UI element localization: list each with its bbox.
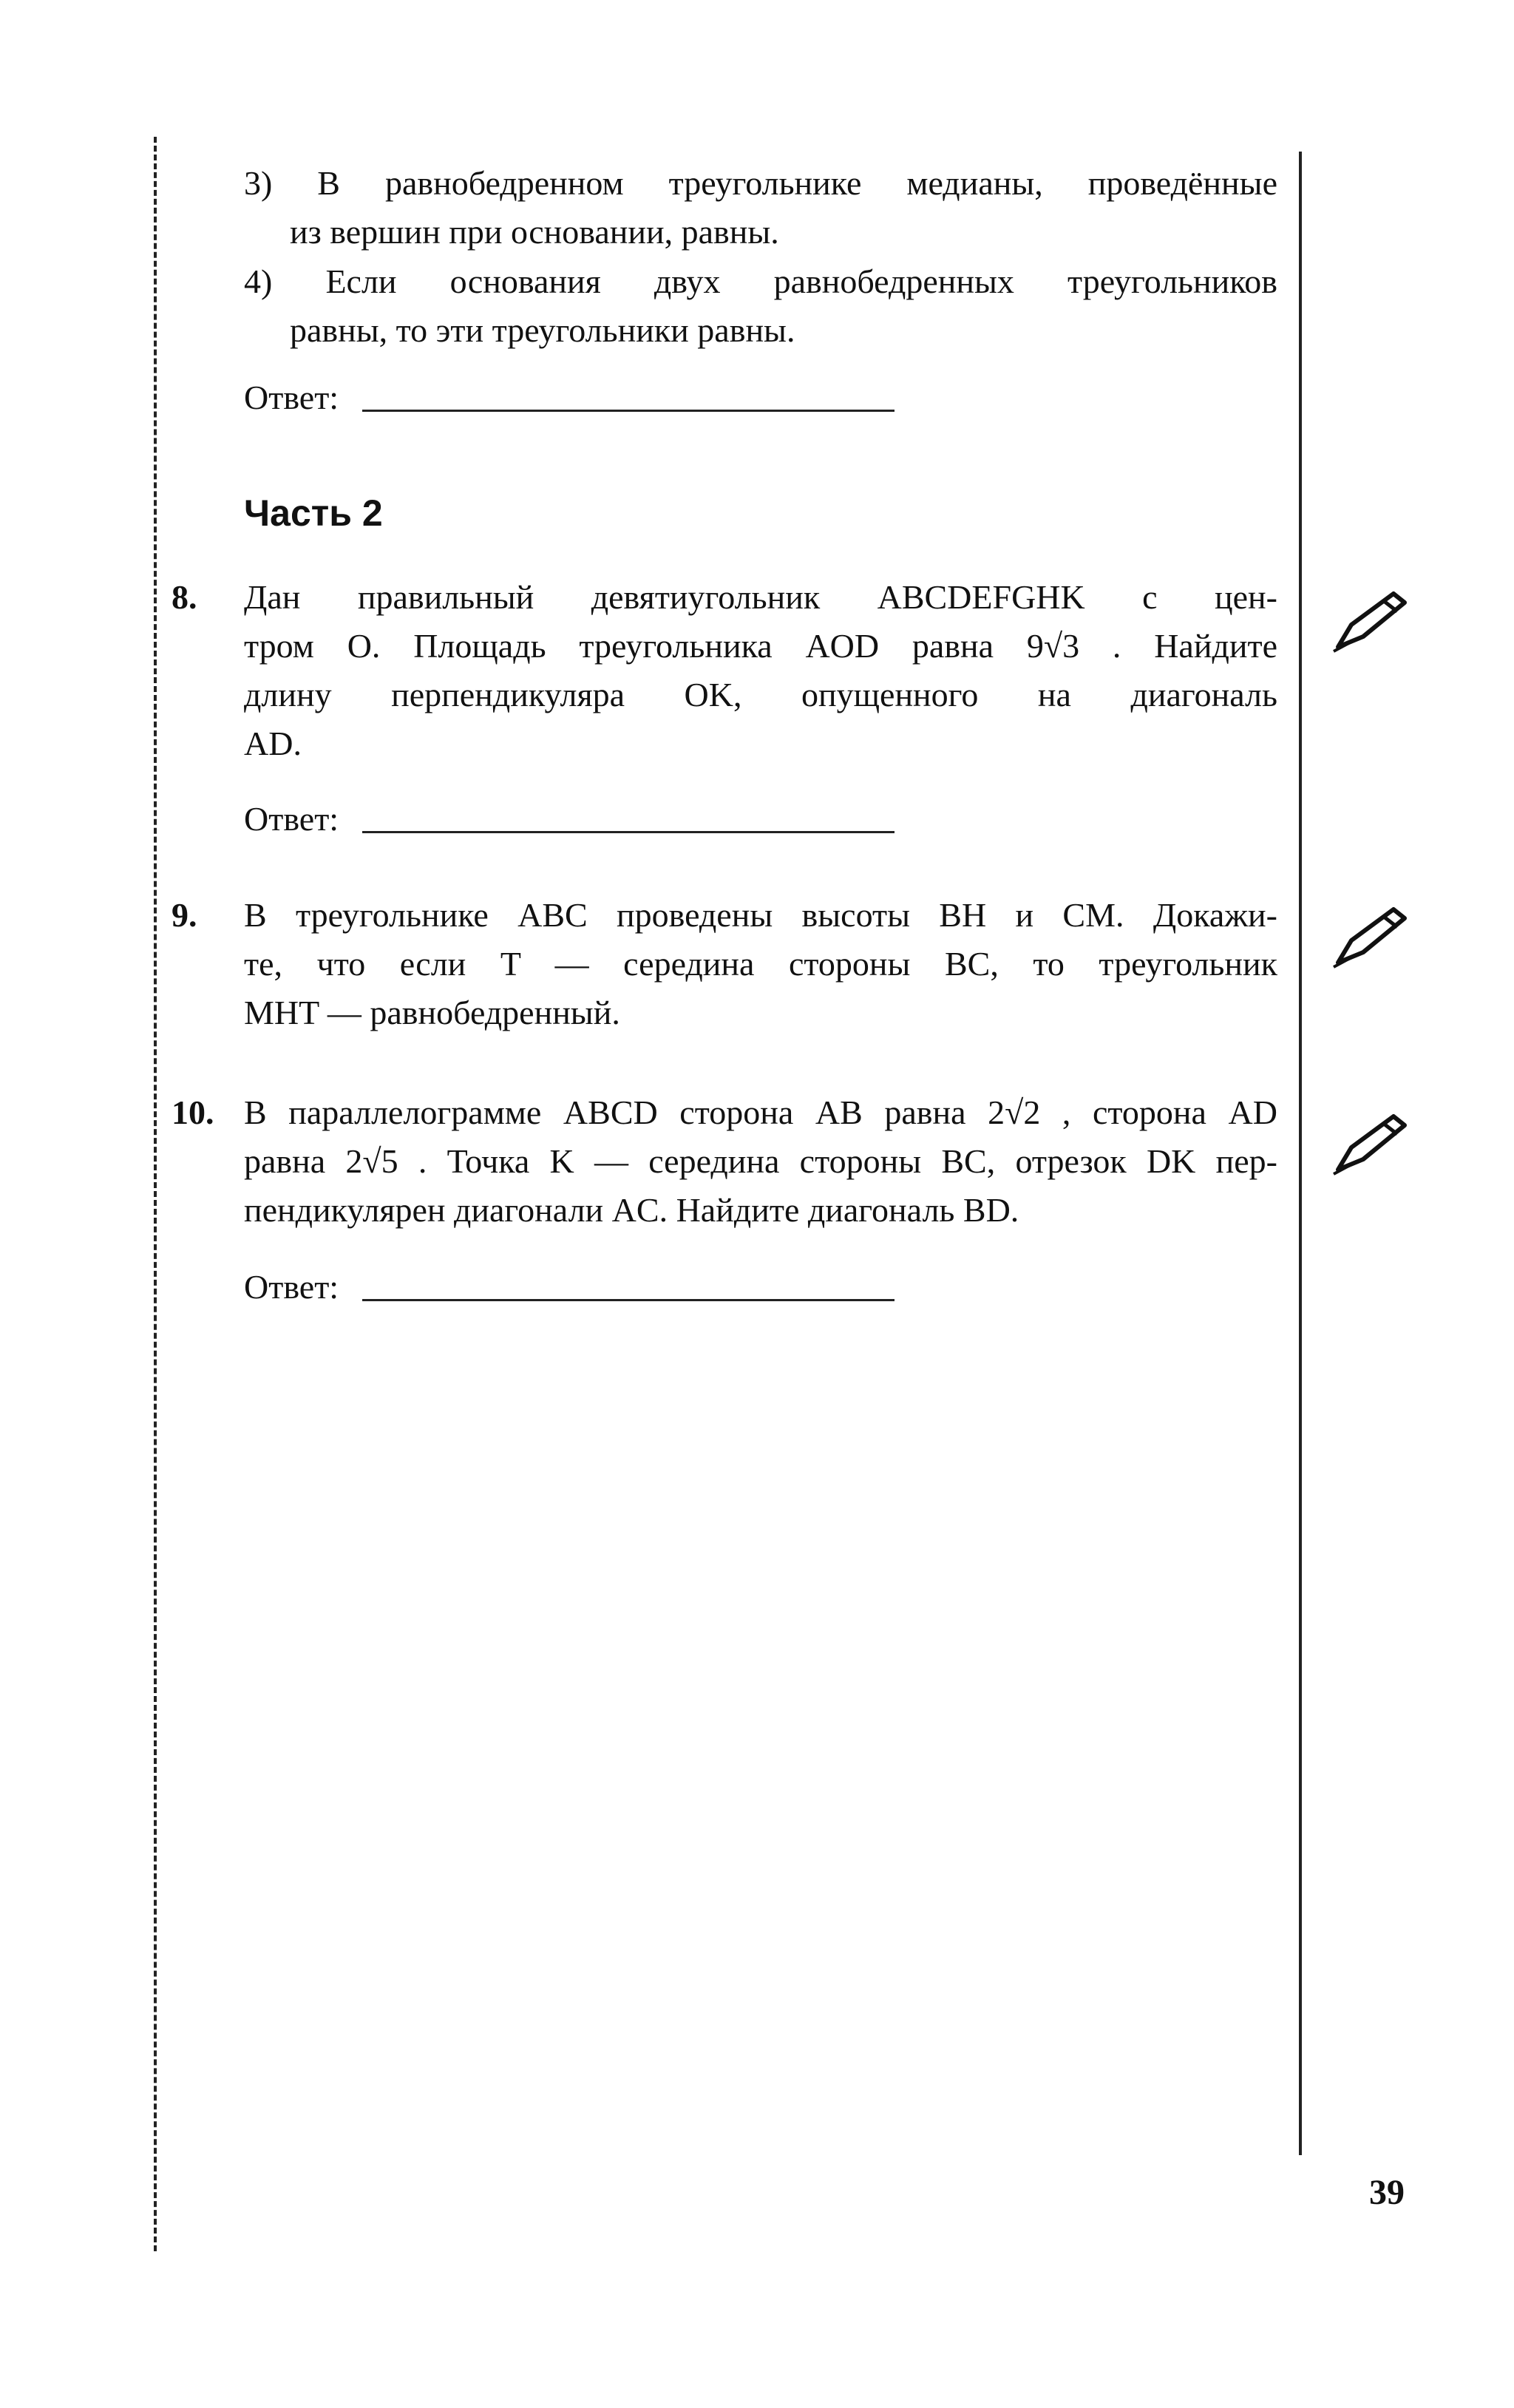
item-3-line-1: 3) В равнобедренном треугольнике медианы, проведённые (244, 164, 1277, 202)
answer-line[interactable] (362, 1299, 895, 1301)
task-8-line-3: длину перпендикуляра OK, опущенного на диагональ (244, 676, 1277, 713)
task-9 (244, 891, 1277, 1037)
task-10-line-3: пендикулярен диагонали AC. Найдите диагональ BD. (244, 1191, 1019, 1229)
pen-icon (1331, 588, 1412, 654)
answer-label: Ответ: (244, 379, 339, 416)
margin-line (1299, 152, 1302, 2155)
pen-icon (1331, 1110, 1412, 1177)
task-10-line-1: В параллелограмме ABCD сторона AB равна 2√2 , сторона AD (244, 1093, 1277, 1131)
item-4-line-2: равны, то эти треугольники равны. (290, 311, 795, 349)
answer-label: Ответ: (244, 800, 339, 838)
task-8-line-4: AD. (244, 725, 302, 762)
task-9-line-1: В треугольнике ABC проведены высоты BH и CM. Докажи- (244, 896, 1277, 934)
task-10 (244, 1088, 1277, 1235)
answer-field-3[interactable] (244, 1263, 909, 1312)
task-8-line-1: Дан правильный девятиугольник ABCDEFGHK с цен- (244, 578, 1277, 616)
page-number: 39 (1369, 2173, 1405, 2212)
item-4-line-1: 4) Если основания двух равнобедренных треугольников (244, 262, 1277, 300)
answer-field-1[interactable] (244, 373, 909, 422)
item-3-line-2: из вершин при основании, равны. (290, 213, 779, 251)
answer-line[interactable] (362, 410, 895, 412)
answer-field-2[interactable] (244, 795, 909, 844)
pen-icon (1331, 903, 1412, 970)
cut-line (154, 137, 157, 2251)
task-9-line-2: те, что если T — середина стороны BC, то треугольник (244, 945, 1277, 983)
task-8 (244, 573, 1277, 768)
item-4 (244, 257, 1277, 355)
task-8-line-2: тром O. Площадь треугольника AOD равна 9√3 . Найдите (244, 627, 1277, 665)
task-10-line-2: равна 2√5 . Точка K — середина стороны BC, отрезок DK пер- (244, 1142, 1277, 1180)
task-8-number: 8. (172, 578, 197, 616)
answer-line[interactable] (362, 831, 895, 833)
task-9-number: 9. (172, 896, 197, 934)
item-3 (244, 159, 1277, 257)
part-heading: Часть 2 (244, 492, 383, 534)
task-9-line-3: MHT — равнобедренный. (244, 994, 620, 1031)
task-10-number: 10. (172, 1093, 214, 1131)
answer-label: Ответ: (244, 1268, 339, 1306)
